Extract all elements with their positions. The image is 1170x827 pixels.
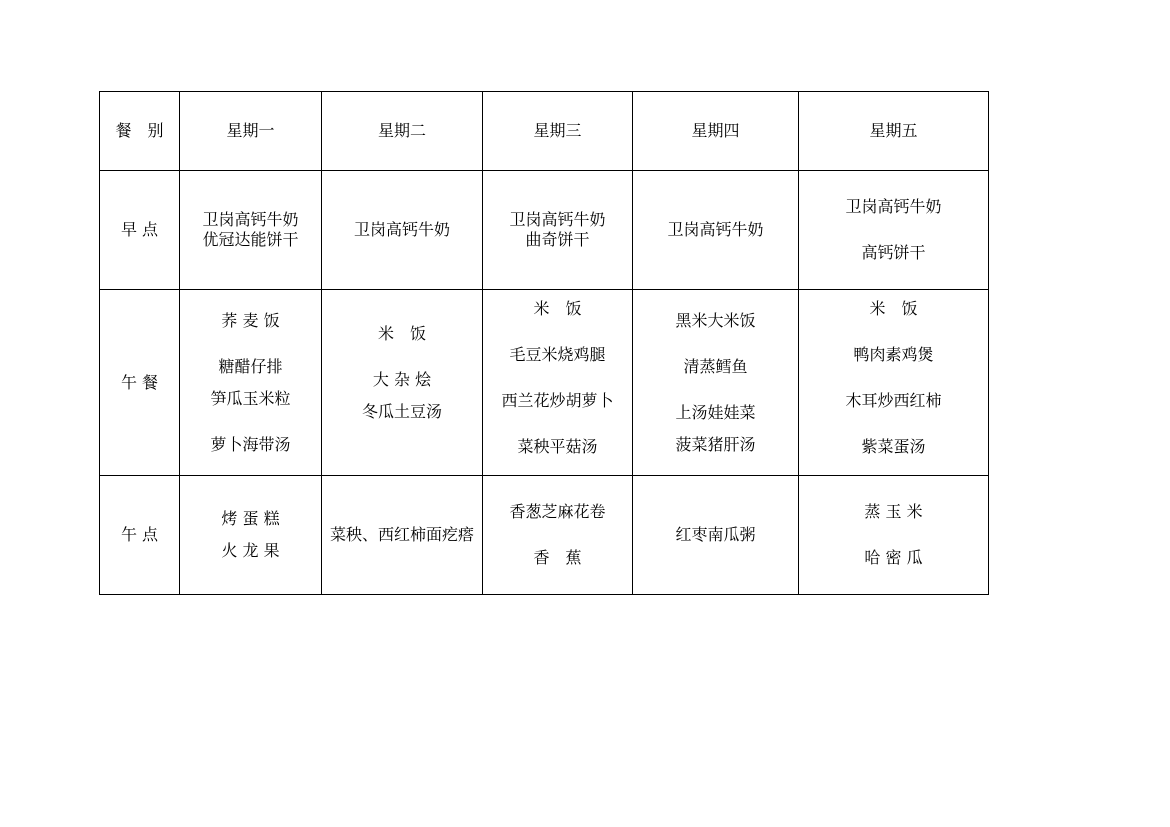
breakfast-fri bbox=[799, 171, 989, 290]
day-label: 星期二 bbox=[377, 121, 426, 140]
dish-item: 米 饭 bbox=[869, 298, 918, 318]
snack-fri bbox=[799, 476, 989, 595]
dish-item: 红枣南瓜粥 bbox=[675, 525, 756, 544]
breakfast-thu bbox=[633, 171, 799, 290]
weekly-menu-table bbox=[99, 91, 989, 595]
breakfast-row bbox=[100, 171, 989, 290]
dish-item: 菠菜猪肝汤 bbox=[675, 434, 756, 454]
meal-label-breakfast bbox=[100, 171, 180, 290]
day-header-tue bbox=[322, 92, 483, 171]
day-label: 星期一 bbox=[226, 121, 275, 140]
dish-item: 烤 蛋 糕 bbox=[221, 509, 280, 528]
header-row bbox=[100, 92, 989, 171]
meal-label: 午 餐 bbox=[120, 372, 159, 392]
dish-item: 菜秧平菇汤 bbox=[517, 436, 598, 456]
meal-column-header bbox=[100, 92, 180, 171]
dish-item: 鸭肉素鸡煲 bbox=[853, 344, 934, 364]
lunch-mon bbox=[180, 290, 322, 476]
meal-header-label: 餐 别 bbox=[115, 121, 164, 140]
lunch-tue bbox=[322, 290, 483, 476]
lunch-row bbox=[100, 290, 989, 476]
lunch-fri bbox=[799, 290, 989, 476]
meal-label-snack bbox=[100, 476, 180, 595]
snack-tue bbox=[322, 476, 483, 595]
dish-item: 高钙饼干 bbox=[861, 243, 926, 262]
snack-wed bbox=[483, 476, 633, 595]
dish-item: 木耳炒西红柿 bbox=[845, 390, 942, 410]
day-header-fri bbox=[799, 92, 989, 171]
dish-item: 香 蕉 bbox=[533, 548, 582, 567]
dish-item: 卫岗高钙牛奶 bbox=[509, 210, 606, 229]
lunch-thu bbox=[633, 290, 799, 476]
dish-item: 毛豆米烧鸡腿 bbox=[509, 344, 606, 364]
dish-item: 曲奇饼干 bbox=[525, 230, 590, 249]
snack-thu bbox=[633, 476, 799, 595]
breakfast-wed bbox=[483, 171, 633, 290]
day-label: 星期五 bbox=[869, 121, 918, 140]
dish-item: 卫岗高钙牛奶 bbox=[845, 197, 942, 216]
dish-item: 火 龙 果 bbox=[221, 541, 280, 560]
dish-item: 黑米大米饭 bbox=[675, 310, 756, 330]
dish-item: 优冠达能饼干 bbox=[202, 230, 299, 249]
dish-item: 糖醋仔排 bbox=[218, 356, 283, 376]
dish-item: 米 饭 bbox=[533, 298, 582, 318]
meal-label: 早 点 bbox=[120, 220, 159, 239]
dish-item: 菜秧、西红柿面疙瘩 bbox=[329, 525, 474, 544]
dish-item: 西兰花炒胡萝卜 bbox=[501, 390, 614, 410]
dish-item: 米 饭 bbox=[377, 323, 426, 343]
dish-item: 紫菜蛋汤 bbox=[861, 436, 926, 456]
dish-item: 冬瓜土豆汤 bbox=[361, 401, 442, 421]
dish-item: 蒸 玉 米 bbox=[864, 502, 923, 521]
day-header-thu bbox=[633, 92, 799, 171]
snack-row bbox=[100, 476, 989, 595]
meal-label-lunch bbox=[100, 290, 180, 476]
snack-mon bbox=[180, 476, 322, 595]
lunch-wed bbox=[483, 290, 633, 476]
dish-item: 卫岗高钙牛奶 bbox=[353, 220, 450, 239]
dish-item: 荞 麦 饭 bbox=[221, 310, 280, 330]
dish-item: 哈 密 瓜 bbox=[864, 548, 923, 567]
day-label: 星期四 bbox=[691, 121, 740, 140]
dish-item: 萝卜海带汤 bbox=[210, 434, 291, 454]
dish-item: 大 杂 烩 bbox=[372, 369, 432, 389]
day-header-mon bbox=[180, 92, 322, 171]
dish-item: 卫岗高钙牛奶 bbox=[202, 210, 299, 229]
dish-item: 卫岗高钙牛奶 bbox=[667, 220, 764, 239]
meal-label: 午 点 bbox=[120, 525, 159, 544]
dish-item: 上汤娃娃菜 bbox=[675, 402, 756, 422]
dish-item: 香葱芝麻花卷 bbox=[509, 502, 606, 521]
dish-item: 笋瓜玉米粒 bbox=[210, 388, 291, 408]
dish-item: 清蒸鳕鱼 bbox=[683, 356, 748, 376]
day-header-wed bbox=[483, 92, 633, 171]
day-label: 星期三 bbox=[533, 121, 582, 140]
breakfast-mon bbox=[180, 171, 322, 290]
breakfast-tue bbox=[322, 171, 483, 290]
